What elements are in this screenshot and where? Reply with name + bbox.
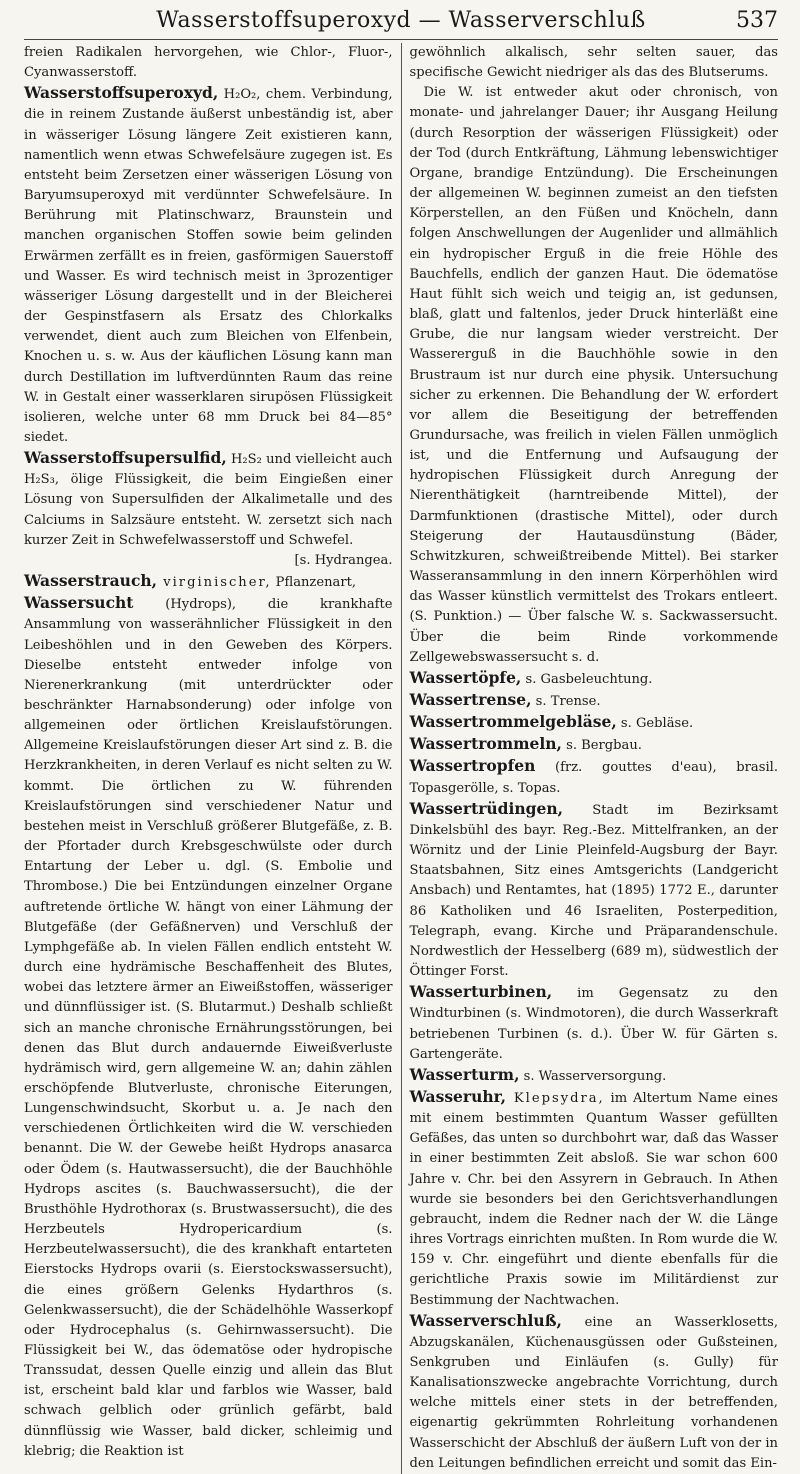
entry-text: s. Wasserversorgung.: [519, 1068, 667, 1084]
entry-paragraph: [409, 799, 778, 982]
entry-paragraph: [24, 551, 393, 571]
entry-text: H₂O₂, chem. Verbindung, die in reinem Zustande äußerst unbeständig ist, aber in wässeriger Lösung längere Zeit existieren kann, namentlich wenn etwas Schwefelsäure zugegen ist. Es entsteht beim Zersetzen einer wässerigen Lösung von Baryumsuperoxyd mit verdünnter Schwefelsäure. In Berührung mit Platinschwarz, Braunstein und manchen organischen Stoffen sowie beim gelinden Erwärmen zerfällt es in freien, gasförmigen Sauerstoff und Wasser. Es wird technisch meist in 3prozentiger wässeriger Lösung dargestellt und in der Bleicherei der Gespinstfasern als Ersatz des Chlorkalks verwendet, dient auch zum Bleichen von Elfenbein, Knochen u. s. w. Aus der käuflichen Lösung kann man durch Destillation im luftverdünnten Raum das reine W. in Gestalt einer wasserklaren sirupösen Flüssigkeit isolieren, welche unter 68 mm Druck bei 84—85° siedet.: [24, 87, 393, 445]
entry-text: s. Trense.: [531, 694, 601, 709]
entry-text: [s. Hydrangea.: [294, 552, 393, 568]
entry-text: Die W. ist entweder akut oder chronisch, von monate- und jahrelanger Dauer; ihr Ausgang Heilung (durch Resorption der wässerigen Flüssigkeit) oder der Tod (durch Entkräftung, Lähmung lebenswichtiger Organe, brandige Entzündung). Die Erscheinungen der allgemeinen W. beginnen zumeist an den tiefsten Körperstellen, an den Füßen und Knöcheln, dann folgen Anschwellungen der Augenlider und allmählich ein hydropischer Erguß in die freie Höhle des Bauchfells, endlich der ganzen Haut. Die ödematöse Haut fühlt sich weich und teigig an, ist gedunsen, blaß, glatt und faltenlos, jeder Druck hinterläßt eine Grube, die nur langsam wieder verstreicht. Der Wassererguß in die Bauchhöhle sowie in den Brustraum ist nur durch eine physik. Untersuchung sicher zu erkennen. Die Behandlung der W. erfordert vor allem die Beseitigung der betreffenden Grundursache, was freilich in vielen Fällen unmöglich ist, und die Entfernung und Aufsaugung der hydropischen Flüssigkeit durch Anregung der Nierenthätigkeit (harntreibende Mittel), der Darmfunktionen (drastische Mittel), oder durch Steigerung der Hautausdünstung (Bäder, Schwitzkuren, schweißtreibende Mittel). Bei starker Wasseransammlung in den innern Körperhöhlen wird das Wasser künstlich vermittelst des Trokars entleert. (S. Punktion.) — Über falsche W. s. Sackwassersucht. Über die beim Rinde vorkommende Zellgewebswassersucht s. d.: [409, 85, 778, 665]
spaced-term: Klepsydra,: [506, 1090, 605, 1106]
entry-paragraph: [409, 982, 778, 1065]
entry-text: gewöhnlich alkalisch, sehr selten sauer, das specifische Gewicht niedriger als das des Blutserums.: [409, 45, 778, 81]
entry-text: (Hydrops), die krankhafte Ansammlung von wasserähnlicher Flüssigkeit in den Leibeshöhlen und in den Geweben des Körpers. Dieselbe entsteht entweder infolge von Nierenerkrankung (mit unterdrückter oder beschränkter Harnabsonderung) oder infolge von allgemeinen oder örtlichen Kreislaufstörungen. Allgemeine Kreislaufstörungen dieser Art sind z. B. die Herzkrankheiten, in deren Verlauf es nicht selten zu W. kommt. Die örtlichen zu W. führenden Kreislaufstörungen sind verschiedener Natur und bestehen meist in Verschluß größerer Blutgefäße, z. B. der Pfortader durch Krebsgeschwülste oder durch Entartung der Leber u. dgl. (S. Embolie und Thrombose.) Die bei Entzündungen einzelner Organe auftretende örtliche W. hängt von einer Lähmung der Blutgefäße (der Gefäßnerven) und Verschluß der Lymphgefäße ab. In vielen Fällen endlich entsteht W. durch eine hydrämische Beschaffenheit des Blutes, wobei das letztere ärmer an Eiweißstoffen, wässeriger und dünnflüssiger ist. (S. Blutarmut.) Deshalb schließt sich an manche chronische Ernährungsstörungen, bei denen das Blut durch andauernde Eiweißverluste hydrämisch wird, gern allgemeine W. an; dahin zählen erschöpfende Blutverluste, chronische Eiterungen, Lungenschwindsucht, Skorbut u. a. Je nach den verschiedenen Örtlichkeiten wird die W. verschieden benannt. Die W. der Gewebe heißt Hydrops anasarca oder Ödem (s. Hautwassersucht), die der Bauchhöhle Hydrops ascites (s. Bauchwassersucht), die der Brusthöhle Hydrothorax (s. Brustwassersucht), die des Herzbeutels Hydropericardium (s. Herzbeutelwassersucht), die des krankhaft entarteten Eierstocks Hydrops ovarii (s. Eierstockswassersucht), die eines größern Gelenks Hydarthros (s. Gelenkwassersucht), die der Schädelhöhle Wasserkopf oder Hydrocephalus (s. Gehirnwassersucht). Die Flüssigkeit bei W., das ödematöse oder hydropische Transsudat, dessen Quelle einzig und allein das Blut ist, erscheint bald klar und farblos wie Wasser, bald schwach gelblich oder grünlich gefärbt, bald dünnflüssig wie Wasser, bald dicker, schleimig und klebrig; die Reaktion ist: [24, 597, 393, 1459]
entry-paragraph: [409, 43, 778, 83]
entry-paragraph: [409, 1311, 778, 1474]
headword: Wassersucht: [24, 593, 134, 613]
entry-paragraph: [24, 448, 393, 551]
entry-paragraph: [24, 43, 393, 83]
entry-text: s. Bergbau.: [561, 738, 642, 754]
headword: Wassertrüdingen,: [409, 798, 564, 818]
headword: Wasserverschluß,: [409, 1310, 562, 1330]
entry-paragraph: [24, 571, 393, 593]
headword: Wassertrommeln,: [409, 734, 562, 754]
headword: Wassertrommelgebläse,: [409, 712, 617, 732]
page-number: 537: [736, 8, 778, 33]
headword: Wasseruhr,: [409, 1086, 507, 1106]
headword: Wasserturm,: [409, 1064, 520, 1084]
headword: Wassertöpfe,: [409, 667, 522, 687]
entry-text: im Altertum Name eines mit einem bestimmten Quantum Wasser gefüllten Gefäßes, das unten so durchbohrt war, daß das Wasser in einer bestimmten Zeit absloß. Sie war schon 600 Jahre v. Chr. bei den Assyrern in Gebrauch. In Athen wurde sie besonders bei den Gerichtsverhandlungen gebraucht, indem die Redner nach der W. die Länge ihres Vortrags einrichten mußten. In Rom wurde die W. 159 v. Chr. eingeführt und diente ebenfalls für die gerichtliche Praxis sowie im Militärdienst zur Bestimmung der Nachtwachen.: [409, 1090, 778, 1308]
headword: Wassertropfen: [409, 756, 536, 776]
entry-text: freien Radikalen hervorgehen, wie Chlor-, Fluor-, Cyanwasserstoff.: [24, 45, 393, 81]
entry-paragraph: [409, 756, 778, 798]
entry-paragraph: [409, 734, 778, 756]
entry-text: (frz. gouttes d'eau), brasil. Topasgerölle, s. Topas.: [409, 760, 778, 796]
entry-paragraph: [409, 1087, 778, 1311]
left-column: [24, 43, 393, 1474]
entry-text: s. Gasbeleuchtung.: [521, 671, 653, 687]
entry-text: s. Gebläse.: [616, 716, 694, 732]
entry-text: Stadt im Bezirksamt Dinkelsbühl des bayr. Reg.-Bez. Mittelfranken, an der Wörnitz und der Linie Pleinfeld-Augsburg der Bayr. Staatsbahnen, Sitz eines Amtsgerichts (Landgericht Ansbach) und Rentamtes, hat (1895) 1772 E., darunter 86 Katholiken und 46 Israeliten, Posterpedition, Telegraph, evang. Kirche und Präparandenschule. Nordwestlich der Hesselberg (689 m), südwestlich der Öttinger Forst.: [409, 802, 778, 980]
headword: Wasserstoffsupersulfid,: [24, 448, 227, 468]
header-title: Wasserstoffsuperoxyd — Wasserverschluß: [156, 8, 646, 33]
right-column: [409, 43, 778, 1474]
entry-text: Pflanzenart,: [271, 575, 356, 591]
entry-text: im Gegensatz zu den Windturbinen (s. Windmotoren), die durch Wasserkraft betriebenen Turbinen (s. d.). Über W. für Gärten s. Gartengeräte.: [409, 986, 778, 1062]
entry-paragraph: [409, 83, 778, 668]
entry-text: H₂S₂ und vielleicht auch H₂S₃, ölige Flüssigkeit, die beim Eingießen einer Lösung von Supersulfiden der Alkalimetalle und des Calciums in Salzsäure entsteht. W. zersetzt sich nach kurzer Zeit in Schwefelwasserstoff und Schwefel.: [24, 452, 393, 548]
entry-text: eine an Wasserklosetts, Abzugskanälen, Küchenausgüssen oder Gußsteinen, Senkgruben und Einläufen (s. Gully) für Kanalisationszwecke angebrachte Vorrichtung, durch welche mittels einer stets in der betreffenden, eigenartig gekrümmten Rohrleitung vorhandenen Wasserschicht der Abschluß der äußern Luft von der in den Leitungen befindlichen erreicht und somit das Ein-: [409, 1314, 778, 1471]
entry-paragraph: [409, 668, 778, 690]
entry-paragraph: [24, 83, 393, 448]
column-divider: [401, 43, 402, 1474]
running-header: [24, 0, 778, 40]
headword: Wassertrense,: [409, 690, 532, 709]
headword: Wasserturbinen,: [409, 982, 553, 1002]
entry-paragraph: [409, 690, 778, 712]
headword: Wasserstoffsuperoxyd,: [24, 83, 219, 103]
spaced-term: virginischer,: [157, 575, 272, 591]
headword: Wasserstrauch,: [24, 571, 158, 591]
entry-paragraph: [409, 712, 778, 734]
entry-paragraph: [24, 593, 393, 1462]
entry-paragraph: [409, 1065, 778, 1087]
